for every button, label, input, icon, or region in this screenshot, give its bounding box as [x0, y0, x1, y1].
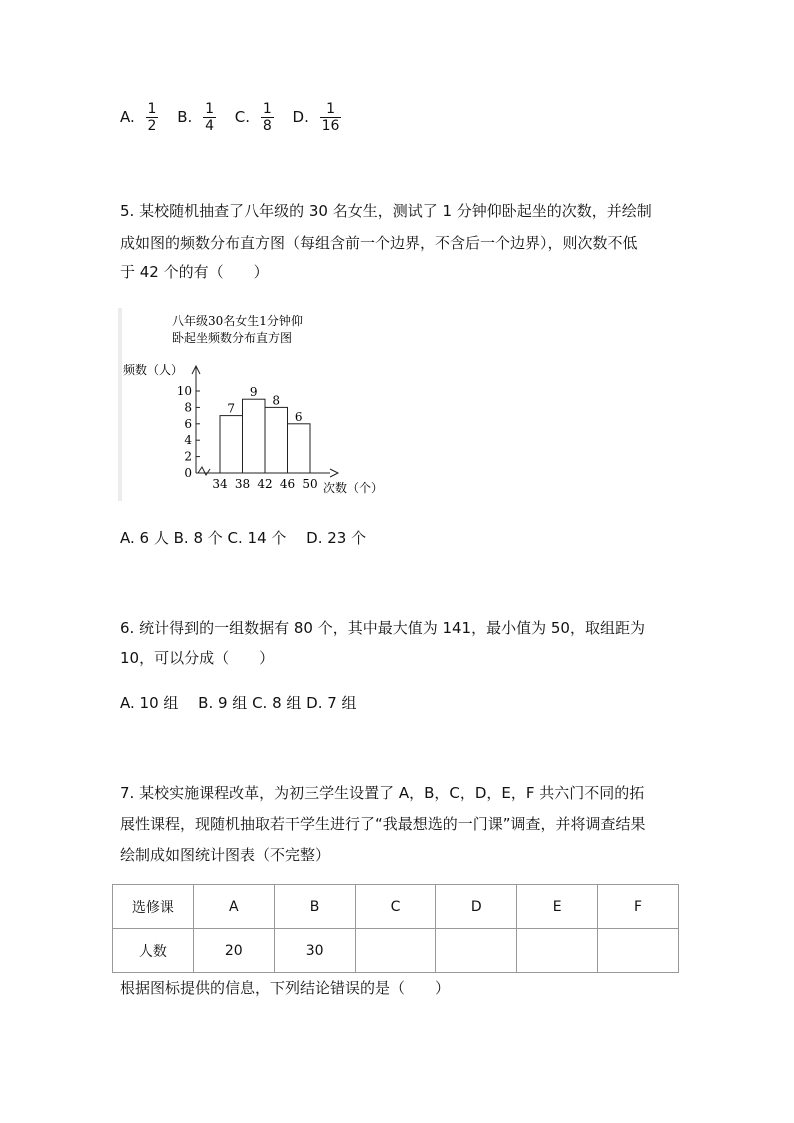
numerator: 1: [147, 101, 157, 117]
q7-text-line-2: 展性课程，现随机抽取若干学生进行了“我最想选的一门课”调查，并将调查结果: [120, 815, 646, 833]
x-axis-arrow: [330, 469, 338, 477]
table-cell: [355, 929, 436, 973]
denominator: 8: [262, 117, 272, 134]
table-cell: 30: [274, 929, 355, 973]
x-tick-label: 34: [212, 477, 228, 491]
q4-option-a[interactable]: [120, 102, 160, 133]
figure-left-shade: [118, 308, 122, 501]
q6-options[interactable]: A. 10 组 B. 9 组 C. 8 组 D. 7 组: [120, 694, 357, 712]
table-row: [113, 885, 679, 929]
table-row: [113, 929, 679, 973]
chart-title-line-2: 卧起坐频数分布直方图: [172, 331, 293, 345]
bar-value-label: 6: [294, 409, 303, 424]
histogram-bar: [243, 399, 266, 473]
q5-text-line-3: 于 42 个的有（ ）: [120, 263, 269, 281]
table-cell: [436, 929, 517, 973]
histogram-bar: [220, 416, 243, 473]
table-header-cell: B: [274, 885, 355, 929]
q5-text-line-2: 成如图的频数分布直方图（每组含前一个边界，不含后一个边界），则次数不低: [120, 234, 638, 252]
y-tick-label: 0: [184, 466, 192, 480]
numerator: 1: [262, 101, 272, 117]
table-header-cell: 选修课: [113, 885, 194, 929]
y-tick-label: 4: [184, 433, 192, 448]
histogram-bar: [265, 407, 288, 473]
numerator: 1: [205, 101, 215, 117]
table-header-cell: D: [436, 885, 517, 929]
q4-option-b[interactable]: [177, 102, 218, 133]
y-tick-label: 8: [184, 400, 192, 415]
option-label: C.: [234, 108, 251, 127]
histogram-bar: [288, 424, 311, 473]
q6-text-line-1: 6. 统计得到的一组数据有 80 个，其中最大值为 141，最小值为 50，取组距为: [120, 619, 645, 637]
x-tick-label: 50: [302, 477, 318, 491]
y-tick-label: 2: [184, 449, 192, 464]
denominator: 16: [321, 117, 340, 134]
denominator: 4: [205, 117, 215, 134]
q5-options[interactable]: A. 6 人 B. 8 个 C. 14 个 D. 23 个: [120, 529, 367, 547]
table-header-cell: A: [193, 885, 274, 929]
bar-value-label: 7: [227, 401, 236, 416]
table-header-cell: C: [355, 885, 436, 929]
y-tick-label: 10: [176, 384, 192, 398]
q5-text-line-1: 5. 某校随机抽查了八年级的 30 名女生，测试了 1 分钟仰卧起坐的次数，并绘制: [120, 202, 652, 220]
fraction: [146, 102, 159, 133]
fraction: [203, 102, 216, 133]
x-tick-label: 42: [257, 477, 273, 491]
option-label: B.: [177, 108, 193, 127]
option-label: A.: [120, 108, 135, 127]
table-header-cell: E: [517, 885, 598, 929]
table-cell: 20: [193, 929, 274, 973]
table-header-cell: F: [598, 885, 679, 929]
plot-area: [177, 366, 338, 491]
y-tick-label: 6: [184, 416, 192, 431]
denominator: 2: [147, 117, 157, 134]
course-table: [112, 884, 679, 973]
x-tick-label: 46: [279, 477, 296, 491]
x-tick-label: 38: [234, 477, 251, 491]
numerator: 1: [326, 101, 336, 117]
x-axis-label: 次数（个）: [323, 481, 384, 495]
q6-text-line-2: 10，可以分成（ ）: [120, 649, 275, 667]
q4-options: [120, 102, 343, 133]
q7-text-line-3: 绘制成如图统计图表（不完整）: [120, 846, 331, 864]
bar-value-label: 8: [272, 393, 281, 408]
q4-option-c[interactable]: [235, 102, 276, 133]
table-cell: [598, 929, 679, 973]
option-label: D.: [292, 108, 309, 127]
table-cell: 人数: [113, 929, 194, 973]
fraction: [320, 102, 342, 133]
axis-break-mark: [198, 467, 210, 475]
fraction: [261, 102, 274, 133]
bar-value-label: 9: [249, 385, 258, 400]
q7-text-line-1: 7. 某校实施课程改革，为初三学生设置了 A，B，C，D，E，F 共六门不同的拓: [120, 784, 645, 802]
y-axis-label: 频数（人）: [123, 363, 184, 377]
histogram-chart: [118, 308, 408, 503]
chart-title-line-1: 八年级30名女生1分钟仰: [172, 314, 303, 328]
table-cell: [517, 929, 598, 973]
q4-option-d[interactable]: [293, 102, 344, 133]
q7-followup-text: 根据图标提供的信息，下列结论错误的是（ ）: [120, 979, 451, 997]
